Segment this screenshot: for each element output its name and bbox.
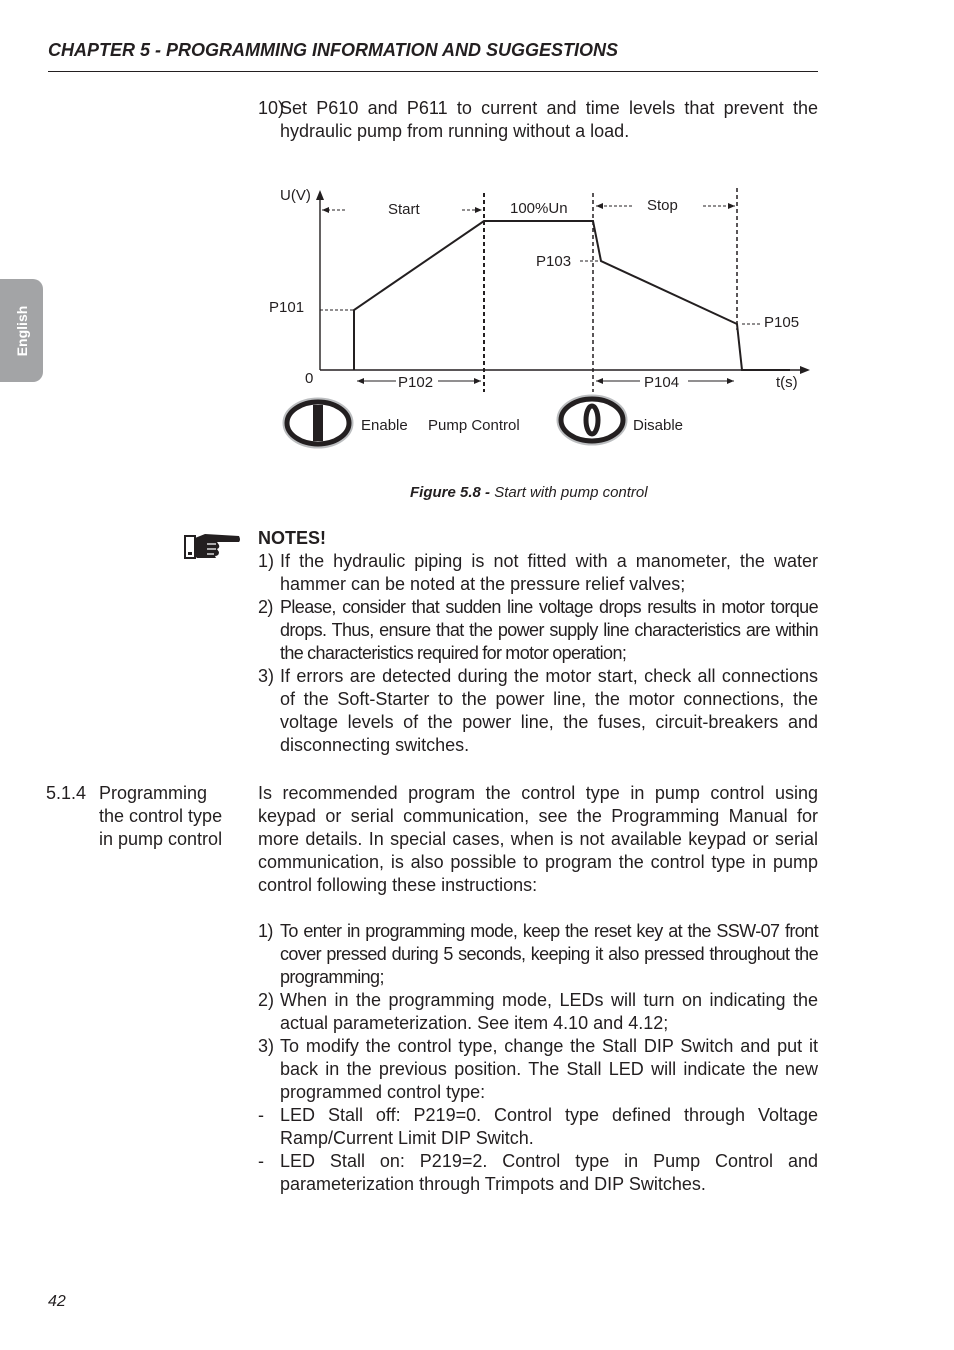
y-axis-label: U(V)	[280, 187, 311, 204]
voltage-curve	[354, 221, 790, 370]
note-item-3	[258, 665, 818, 757]
section-step-2-text: When in the programming mode, LEDs will turn on indicating the actual parameterization. See item 4.10 and 4.12;	[280, 990, 818, 1033]
note-item-1	[258, 550, 818, 596]
notes-title: NOTES!	[258, 528, 327, 548]
notes-block	[258, 527, 818, 757]
section-step-3-text: To modify the control type, change the Stall DIP Switch and put it back in the previous position. The Stall LED will indicate the new programmed control type:	[280, 1036, 818, 1102]
note-1-text: If the hydraulic piping is not fitted with a manometer, the water hammer can be noted at the pressure relief valves;	[280, 551, 818, 594]
step-10-number: 10)	[258, 98, 285, 118]
disable-label: Disable	[633, 417, 684, 434]
section-bullet-2-text: LED Stall on: P219=2. Control type in Pump Control and parameterization through Trimpots and DIP Switches.	[280, 1151, 818, 1194]
language-tab-label: English	[13, 305, 30, 356]
section-intro: Is recommended program the control type in pump control using keypad or serial communication, see the Programming Manual for more details. In special cases, when is not available keypad or serial communication, is also possible to program the control type in pump control following these instructions:	[258, 783, 818, 895]
x-axis-arrow-icon	[800, 366, 810, 374]
section-body	[258, 782, 818, 1196]
figure-caption-text: Start with pump control	[490, 484, 648, 501]
note-1-number: 1)	[258, 551, 275, 571]
section-step-1-text: To enter in programming mode, keep the reset key at the SSW-07 front cover pressed during 5 seconds, keeping it also pressed throughout the programming;	[280, 921, 818, 987]
section-bullet-1-text: LED Stall off: P219=0. Control type defined through Voltage Ramp/Current Limit DIP Switch.	[280, 1105, 818, 1148]
start-label: Start	[388, 201, 420, 218]
enable-button-icon	[284, 399, 352, 447]
section-step-3	[258, 1035, 818, 1104]
page-number: 42	[48, 1293, 66, 1310]
pump-control-figure	[0, 0, 954, 470]
note-3-text: If errors are detected during the motor start, check all connections of the Soft-Starter to the power line, the motor connections, the voltage levels of the power line, the fuses, circuit-breakers and disconnecting switches.	[280, 666, 818, 755]
section-step-2-number: 2)	[258, 990, 275, 1010]
step-10-text: Set P610 and P611 to current and time levels that prevent the hydraulic pump from running without a load.	[280, 98, 818, 141]
pump-control-label: Pump Control	[428, 417, 520, 434]
section-title: Programming the control type in pump control	[99, 783, 223, 849]
enable-label: Enable	[361, 417, 408, 434]
section-step-3-number: 3)	[258, 1036, 275, 1056]
p103-label: P103	[536, 253, 572, 270]
note-2-text: Please, consider that sudden line voltage drops results in motor torque drops. Thus, ensure that the power supply line characteristics are within the characteristics required for motor operation;	[280, 597, 818, 663]
section-bullet-2-marker: -	[258, 1151, 264, 1171]
p104-label: P104	[644, 374, 680, 391]
p102-label: P102	[398, 374, 434, 391]
disable-button-icon	[558, 396, 626, 444]
full-voltage-label: 100%Un	[510, 200, 568, 217]
y-axis-arrow-icon	[316, 190, 324, 200]
note-item-2	[258, 596, 818, 665]
p105-label: P105	[764, 314, 800, 331]
figure-caption	[410, 484, 648, 501]
figure-caption-number: Figure 5.8 -	[410, 484, 491, 501]
section-bullet-1	[258, 1104, 818, 1150]
x-axis-label: t(s)	[776, 374, 798, 391]
note-3-number: 3)	[258, 666, 275, 686]
p101-label: P101	[269, 299, 305, 316]
pointing-hand-icon	[183, 530, 241, 560]
origin-label: 0	[305, 370, 314, 387]
section-step-2	[258, 989, 818, 1035]
section-step-1-number: 1)	[258, 921, 273, 941]
section-number: 5.1.4	[46, 783, 87, 803]
stop-label: Stop	[647, 197, 678, 214]
chapter-header: CHAPTER 5 - PROGRAMMING INFORMATION AND SUGGESTIONS	[48, 40, 818, 72]
section-step-1	[258, 920, 818, 989]
note-2-number: 2)	[258, 597, 273, 617]
section-bullet-1-marker: -	[258, 1105, 264, 1125]
section-bullet-2	[258, 1150, 818, 1196]
